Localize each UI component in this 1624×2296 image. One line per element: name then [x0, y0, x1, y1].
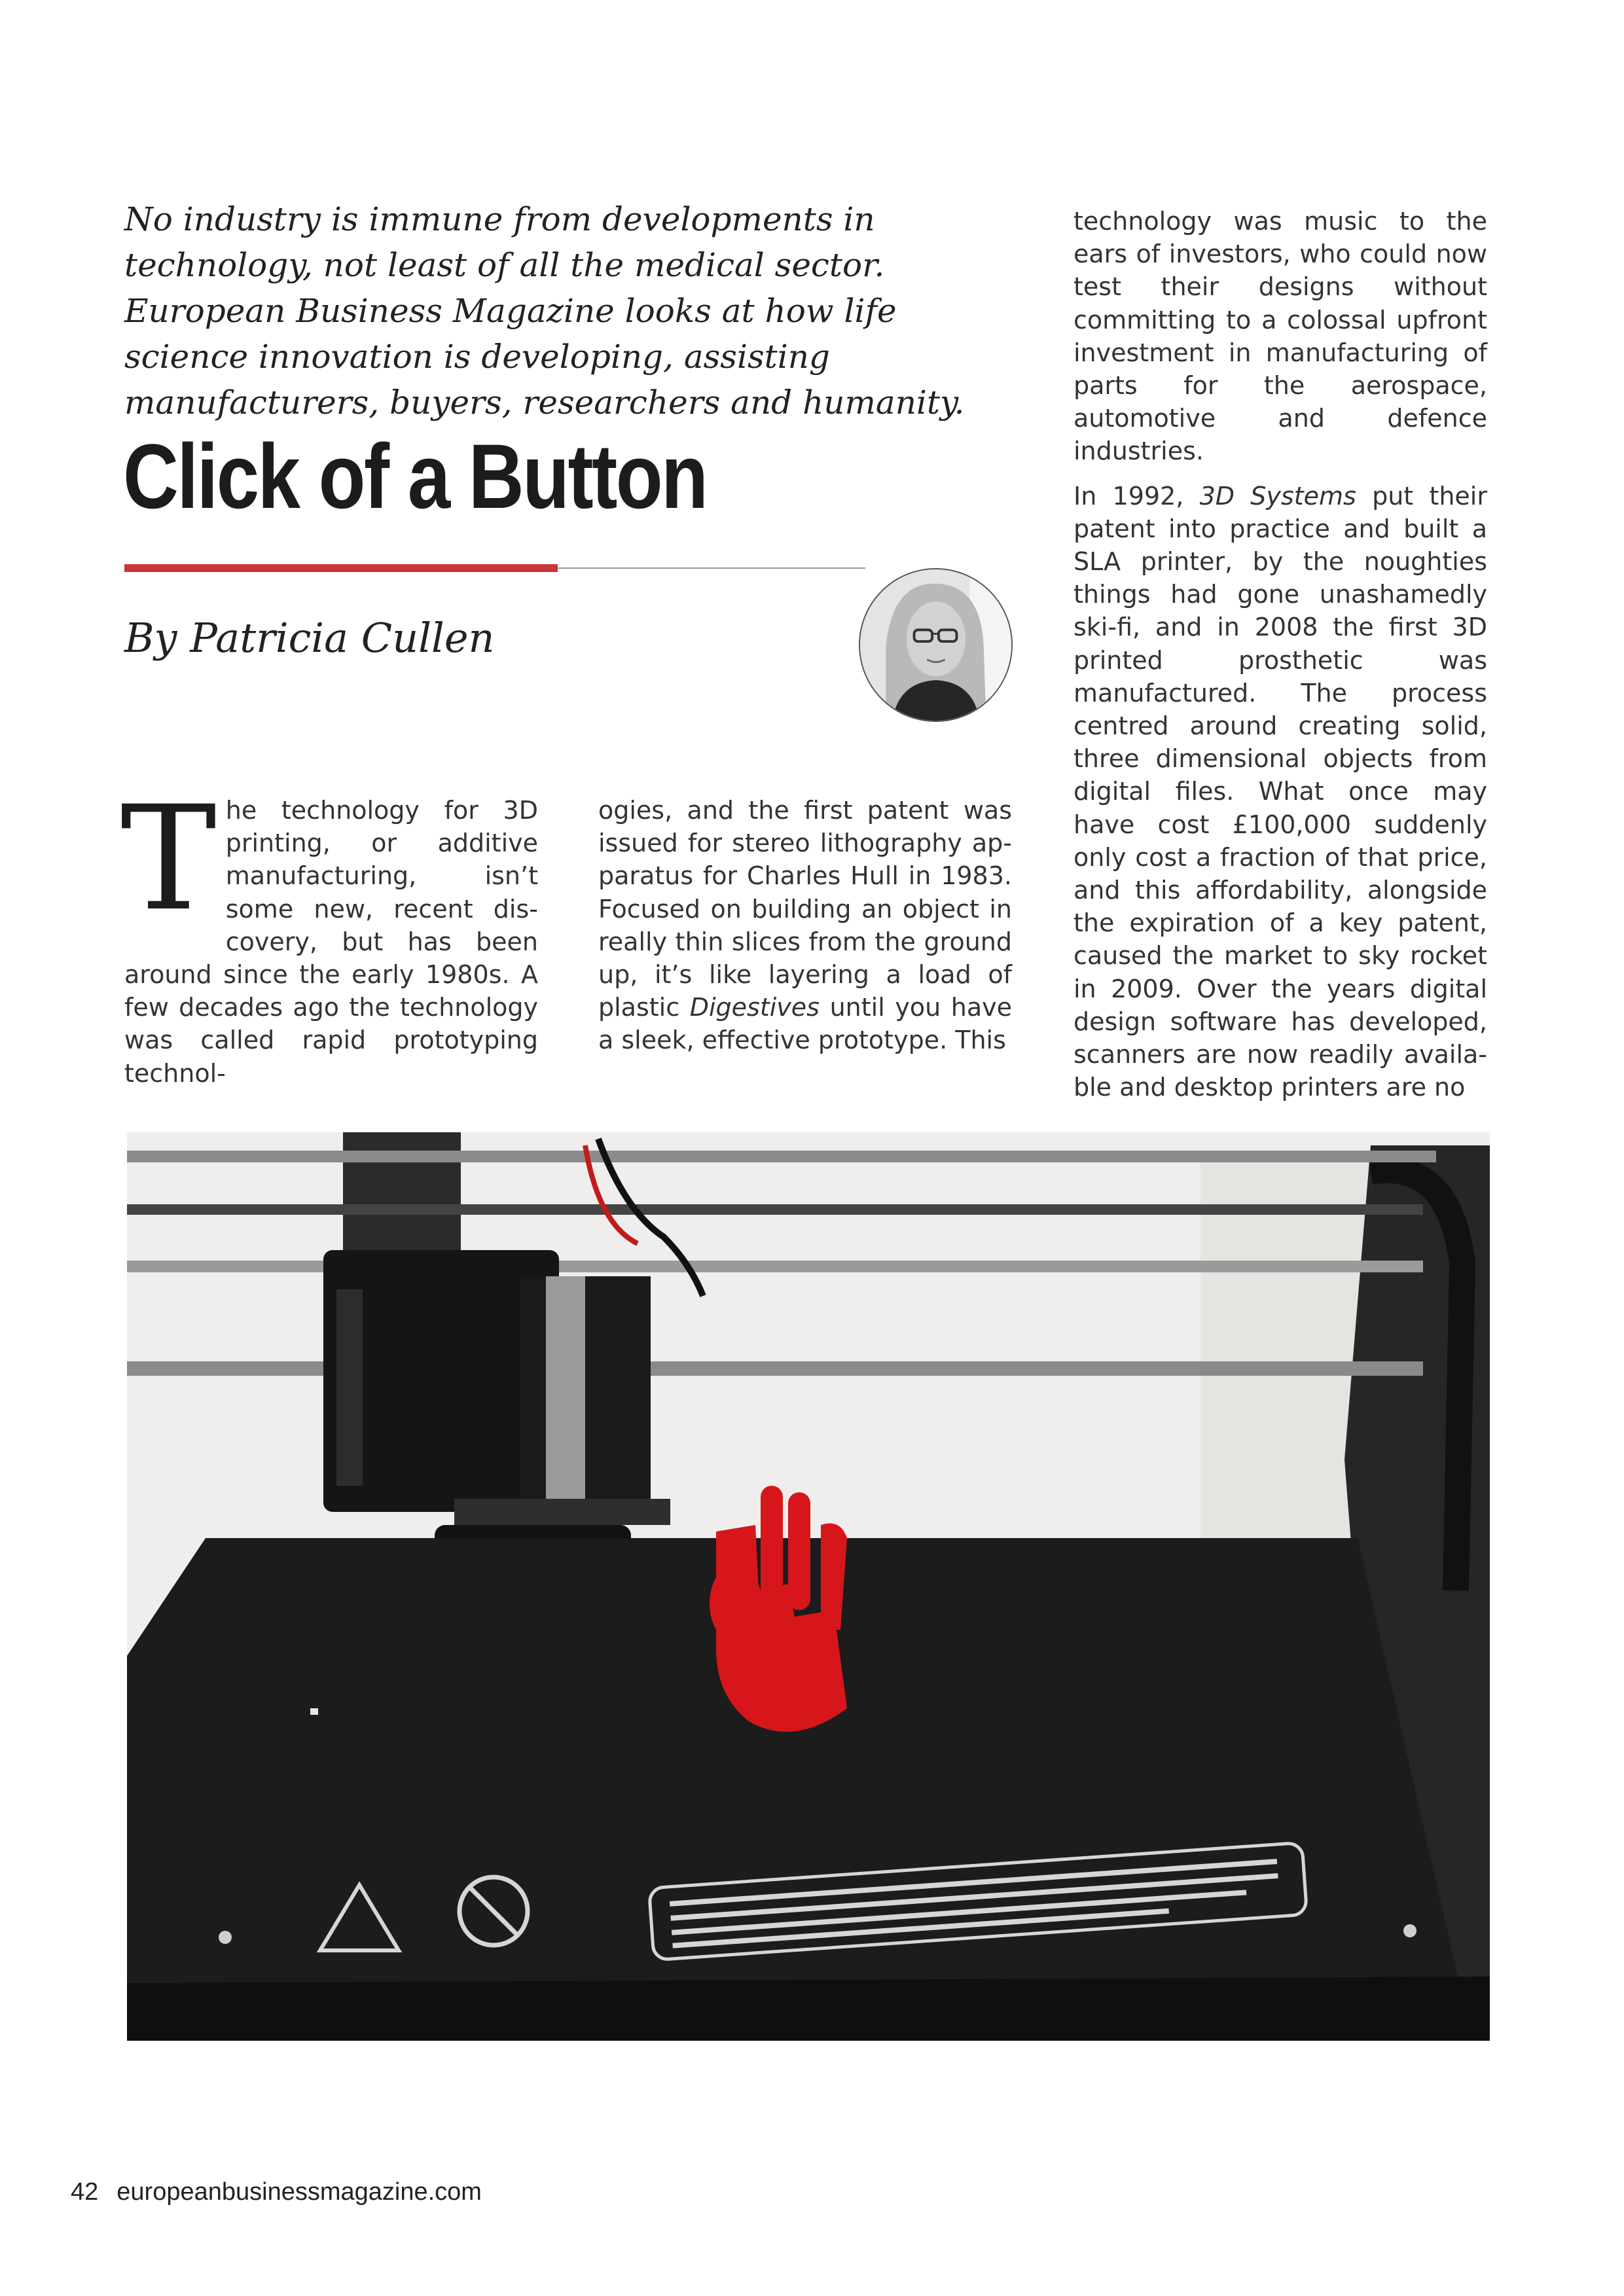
belt — [127, 1204, 1423, 1215]
digestives-italic: Digestives — [689, 993, 820, 1022]
author-portrait — [859, 568, 1013, 722]
3d-systems-italic: 3D Systems — [1199, 481, 1356, 511]
col3-p2-a: In 1992, — [1074, 481, 1200, 511]
page-number: 42 — [71, 2178, 99, 2206]
drop-cap: T — [120, 775, 217, 942]
intro-standfirst: No industry is immune from developments in technology, not least of all the medical sector. European Business Magazine looks at how life science innovation is developing, assisting manufacturers, buyers, researchers and humanity. — [124, 200, 965, 422]
page-footer — [71, 2178, 482, 2206]
body-column-3 — [1074, 205, 1487, 1103]
body-text-col2-a: ogies, and the first patent was issued for stereo lithography apparatus for Charles Hull in 1983. Focused on building an object in really thin slices from the ground up, it’s like layering a load of plastic — [598, 796, 1012, 1022]
col3-paragraph-1: technology was music to the ears of investors, who could now test their designs without committing to a colossal upfront investment in manufacturing of parts for the aerospace, automotive and defence industries. — [1074, 207, 1487, 466]
body-column-1 — [120, 775, 538, 1090]
rod-middle — [127, 1261, 1423, 1272]
body-column-2 — [598, 794, 1012, 1057]
rod-lower — [127, 1361, 1423, 1376]
col3-p2-b: put their patent into practice and built a SLA printer, by the noughties things had gone unashamedly ski-fi, and in 2008 the first 3D printed prosthetic was manufactured. The process centred around creating solid, three dimensional objects from digital files. What once may have cost £100,000 suddenly only cost a fraction of that price, and this affordability, alongside the expiration of a key patent, caused the market to sky rocket in 2009. Over the years digital design software has developed, scanners are now readily available and desktop printers are no — [1074, 481, 1487, 1102]
headline-rule-thin — [558, 567, 865, 569]
author-byline: By Patricia Cullen — [124, 614, 495, 662]
rod-top — [127, 1151, 1436, 1162]
3d-printer-photo — [127, 1132, 1490, 2041]
body-text-col2-b: until you have a sleek, effective prototype. This — [598, 993, 1012, 1055]
website-url: europeanbusinessmagazine.com — [117, 2178, 482, 2206]
article-headline: Click of a Button — [123, 425, 707, 528]
headline-rule-accent — [124, 564, 558, 572]
body-text-col1: he technology for 3D printing, or additive manufacturing, isn’t some new, recent discovery, but has been around since the early 1980s. A few decades ago the technology was called rapid prototyping technol- — [124, 796, 538, 1088]
